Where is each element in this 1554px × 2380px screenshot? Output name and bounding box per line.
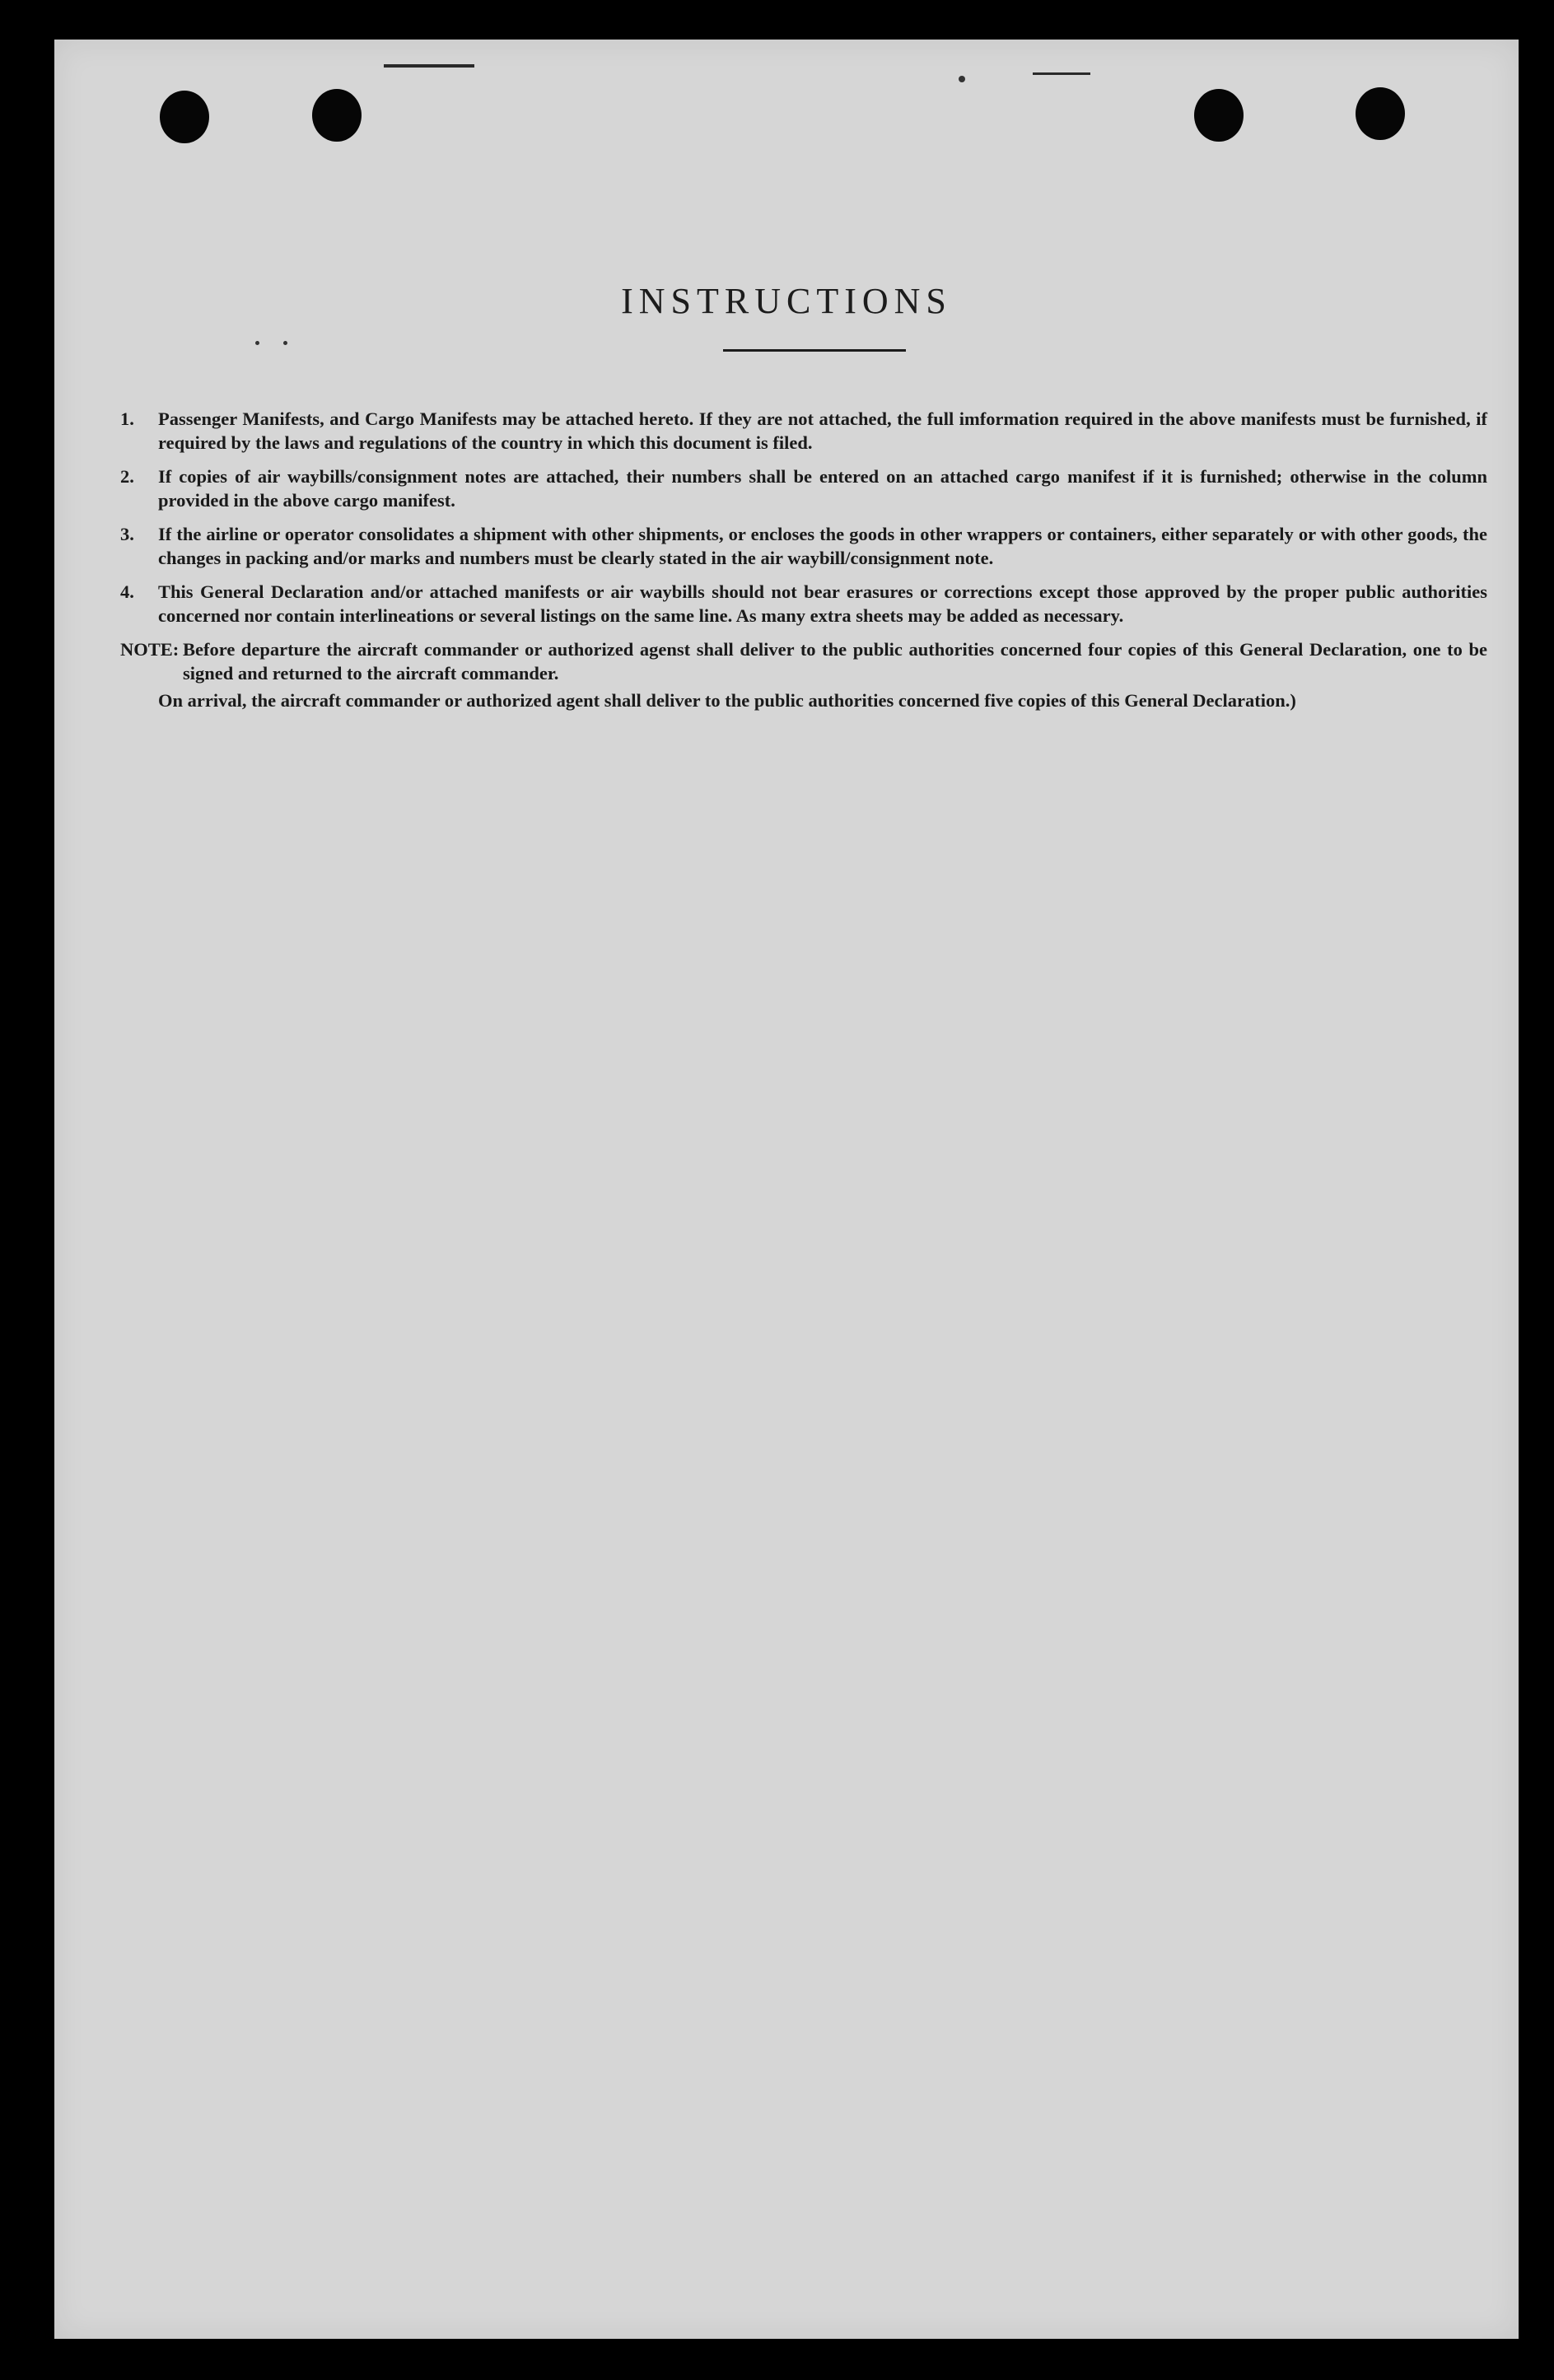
punch-hole-left-inner <box>312 89 362 142</box>
instruction-text: If copies of air waybills/consignment notes are attached, their numbers shall be entered on an attached cargo manifest if it is furnished; otherwise in the column provided in the above cargo manifest. <box>158 466 1487 511</box>
instruction-item <box>120 464 1487 512</box>
instruction-item <box>120 580 1487 628</box>
note-continuation: On arrival, the aircraft commander or authorized agent shall deliver to the public authorities concerned five copies of this General Declaration.) <box>158 690 1296 711</box>
instruction-item <box>120 407 1487 455</box>
instruction-text: Passenger Manifests, and Cargo Manifests may be attached hereto. If they are not attached, the full imformation required in the above manifests must be furnished, if required by the laws and regulations of the country in which this document is filed. <box>158 408 1487 453</box>
instructions-list <box>120 407 1487 712</box>
punch-hole-right-inner <box>1194 89 1244 142</box>
scan-speck <box>255 341 259 345</box>
scan-mark-top <box>384 64 474 68</box>
note-text: Before departure the aircraft commander or authorized agenst shall deliver to the public authorities concerned four copies of this General Declaration, one to be signed and returned to the aircraft commander. <box>183 639 1487 684</box>
instruction-text: This General Declaration and/or attached manifests or air waybills should not bear erasures or corrections except those approved by the proper public authorities concerned nor contain interlineations or several listings on the same line. As many extra sheets may be added as necessary. <box>158 581 1487 626</box>
punch-hole-left-outer <box>160 91 209 143</box>
scan-speck <box>959 76 965 82</box>
note-block <box>120 637 1487 685</box>
document-page <box>54 40 1519 2339</box>
instruction-item <box>120 522 1487 570</box>
punch-hole-right-outer <box>1356 87 1405 140</box>
scan-mark-top-right <box>1033 72 1090 75</box>
page-title: INSTRUCTIONS <box>621 281 952 321</box>
instruction-number: 2. <box>120 466 134 487</box>
instruction-number: 1. <box>120 408 134 429</box>
note-label: NOTE: <box>120 639 180 660</box>
scan-speck <box>283 341 287 345</box>
title-underline <box>723 349 906 352</box>
instruction-number: 3. <box>120 524 134 544</box>
instruction-number: 4. <box>120 581 134 602</box>
instruction-text: If the airline or operator consolidates a shipment with other shipments, or encloses the goods in other wrappers or containers, either separately or with other goods, the changes in packing and/or marks and numbers must be clearly stated in the air waybill/consignment note. <box>158 524 1487 568</box>
